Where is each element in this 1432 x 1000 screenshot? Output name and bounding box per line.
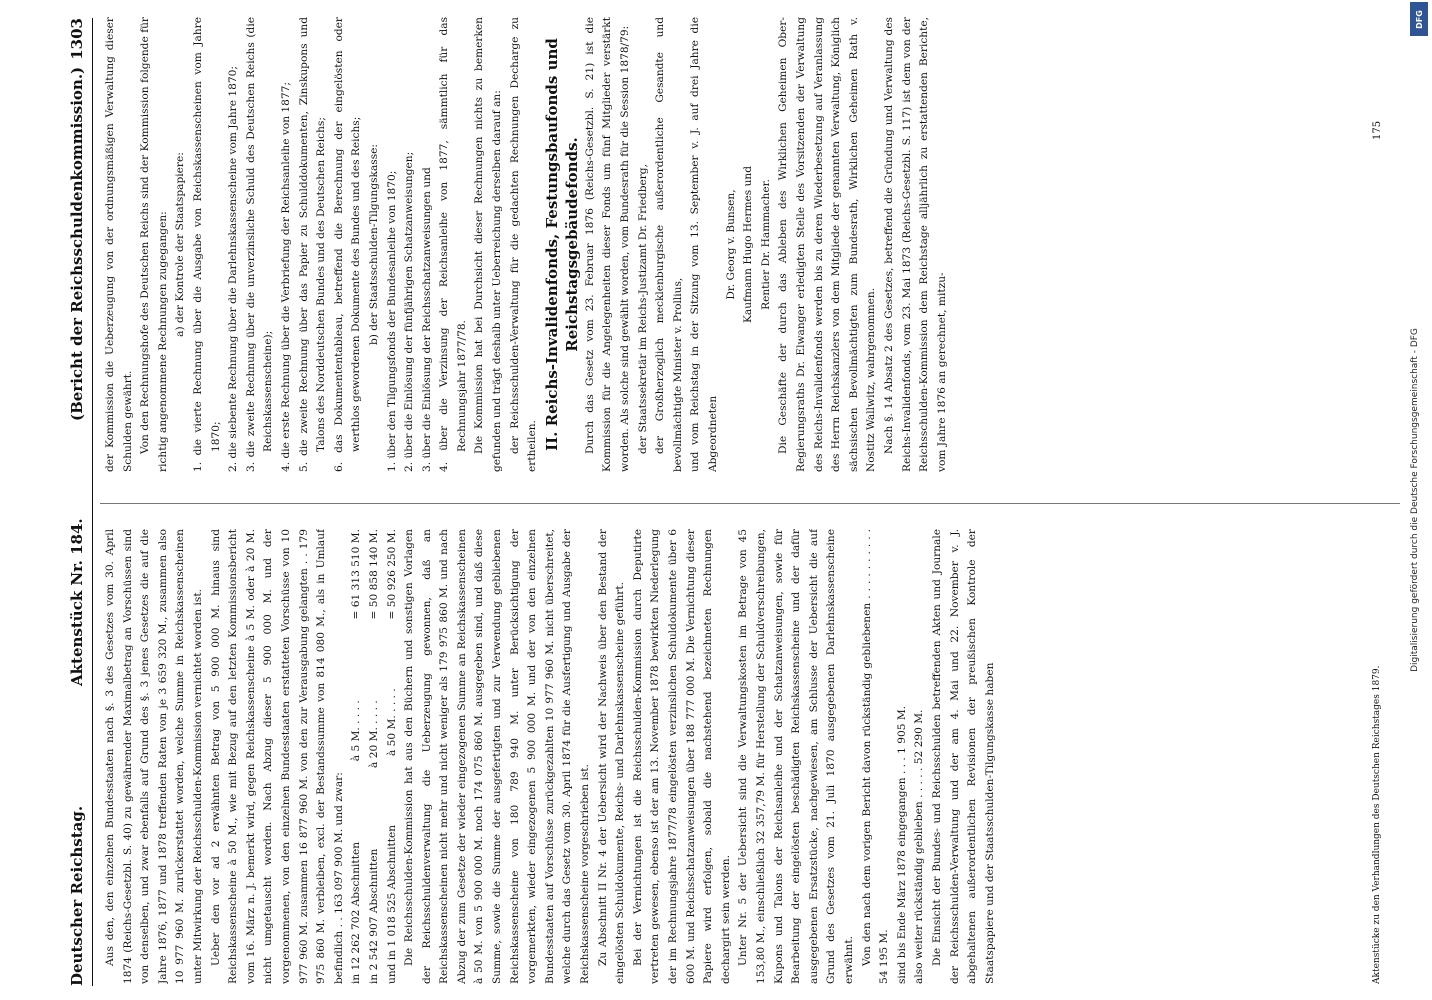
- subheading: b) der Staatsschulden-Tilgungskasse:: [367, 143, 380, 346]
- denomination-row: [348, 529, 366, 984]
- row-count: und in 1 018 525 Abschnitten: [385, 824, 398, 984]
- denomination-row: [366, 529, 384, 984]
- paragraph: Von den Rechnungshofe des Deutschen Reichs sind der Kommission folgende für richtig angenommene Rechnungen zugegangen:: [139, 17, 169, 472]
- member-name: Kaufmann Hugo Hermes und: [742, 165, 755, 324]
- row-count: in 2 542 907 Abschnitten: [367, 848, 380, 984]
- paragraph: der Großherzoglich mecklenburgische außerordentliche Gesandte und bevollmächtigte Minister v. Prollius,: [654, 17, 684, 472]
- paragraph: Die Kommission hat bei Durchsicht dieser Rechnungen nichts zu bemerken gefunden und trägt deshalb unter Ueberreichung derselben darauf an:: [473, 17, 504, 472]
- paragraph: Unter Nr. 5 der Uebersicht sind die Verwaltungskosten im Betrage von 45 153,80 M., einschließlich 32 357,79 M. für Herstellung der Schuldverschreibungen, Kupons und Talons der Reichsanleihe und der Schatzanweisungen, sowie für Bearbeitung der eingelösten beschädigten Reichskassenscheine und der dafür ausgegebenen Ersatzstücke, nachgewiesen, am Schlusse der Uebersicht die auf Grund des Gesetzes vom 21. Juli 1870 ausgegebenen Darlehnskassenscheine erwähnt.: [737, 529, 855, 984]
- column-divider: [100, 503, 1400, 504]
- row-count: in 12 262 702 Abschnitten: [350, 841, 363, 984]
- member-name: Rentier Dr. Hammacher.: [759, 179, 772, 310]
- paragraph: Durch das Gesetz vom 23. Februar 1876 (Reichs-Gesetzbl. S. 21) ist die Kommission für die Angelegenheiten dieser Fonds um fünf Mitglieder verstärkt worden. Als solche sind gewählt worden, vom Bundesrath für die Session 1878/79:: [583, 17, 632, 472]
- list-item: 2. über die Einlösung der fünfjährigen Schatzanweisungen;: [403, 151, 416, 472]
- paragraph: der Kommission die Ueberzeugung von der ordnungsmäßigen Verwaltung dieser Schulden gewährt.: [104, 17, 134, 472]
- dfg-logo: [1410, 2, 1428, 36]
- page-number: 1303: [68, 18, 86, 60]
- list-item: 3. über die Einlösung der Reichsschatzanweisungen und: [420, 167, 433, 472]
- list-item: 1. über den Tilgungsfonds der Bundesanleihe von 1870;: [385, 170, 398, 472]
- list-item: 5. die zweite Rechnung über das Papier zu Schulddokumenten, Zinskupons und Talons des Norddeutschen Bundes und des Deutschen Reichs;: [297, 17, 328, 472]
- paragraph: Zu Abschnitt II Nr. 4 der Uebersicht wird der Nachweis über den Bestand der eingelösten Schuldokumente, Reichs- und Darlehnskassenscheine geführt.: [596, 529, 627, 984]
- paragraph: Von den nach dem vorigen Bericht davon rückständig gebliebenen . . . . . . . . . . 54 195 M.: [860, 529, 891, 984]
- paragraph: Die Geschäfte der durch das Ableben des Wirklichen Geheimen Ober-Regierungsraths Dr. Elwanger erledigten Stelle des Vorsitzenden der Verwaltung des Reichs-Invalidenfonds werden bis zu deren Wiederbesetzung auf Veranlassung des Herrn Reichskanzlers von dem Mitgliede der genannten Verwaltung, Königlich sächsischen Bevollmächtigten zum Bundesrath, Wirklichen Geheimen Rath v. Nostitz Wallwitz, wahrgenommen.: [777, 17, 878, 472]
- paragraph: Bei der Vernichtungen ist die Reichsschulden-Kommission durch Deputirte vertreten gewesen, ebenso ist der am 13. November 1878 bewirkten Niederlegung der im Rechnungsjahre 1877/78 eingelösten verzinslichen Schuldokumente über 6 600 M. und Reichsschatzanweisungen über 188 777 000 M. Die Vernichtung dieser Papiere wird erfolgen, sobald die nachstehend bezeichneten Rechnungen dechargirt sein werden.: [631, 529, 732, 984]
- paragraph: also weiter rückständig geblieben . . . . . 52 290 M.: [913, 709, 926, 984]
- header-document-number: Aktenstück Nr. 184.: [68, 518, 86, 686]
- paragraph: der Reichsschulden-Verwaltung für die gedachten Rechnungen Decharge zu ertheilen.: [508, 17, 539, 472]
- member-name: Dr. Georg v. Bunsen,: [724, 189, 737, 300]
- row-total: = 61 313 510 M.: [350, 529, 363, 620]
- paragraph: Ueber den vor ad 2 erwähnten Betrag von 5 900 000 M. hinaus sind Reichskassenscheine à 50 M., wie mit Bezug auf den letzten Kommissionsbericht vom 16. März n. J. bemerkt wird, gegen Reichskassenscheine à 5 M. oder à 20 M. nicht umgetauscht worden. Nach Abzug dieser 5 900 000 M. und der vorgenommenen, von den einzelnen Bundesstaaten erstatteten Vorschüsse von 10 977 960 M. zusammen 16 877 960 M. von den zur Verausgabung gelangten . . 179 975 860 M. verbleiben, excl. der Bestandssumme von 814 080 M., als in Umlauf befindlich . . 163 097 900 M. und zwar:: [209, 529, 345, 984]
- list-item: 2. die siebente Rechnung über die Darlehnskassenscheine vom Jahre 1870;: [227, 66, 240, 472]
- row-denomination: à 50 M. . . . .: [385, 688, 398, 757]
- row-total: = 50 858 140 M.: [367, 529, 380, 620]
- row-total: = 50 926 250 M.: [385, 529, 398, 620]
- list-item: 4. über die Verzinsung der Reichsanleihe von 1877, sämmtlich für das Rechnungsjahr 1877/78.: [438, 17, 468, 472]
- page-footer: Aktenstücke zu den Verhandlungen des Deutschen Reichstages 1879.: [1372, 665, 1382, 984]
- paragraph: sind bis Ende März 1878 eingegangen . . . 1 905 M.: [895, 705, 908, 984]
- paragraph: der Staatssekretär im Reichs-Justizamt Dr. Friedberg,: [636, 164, 649, 454]
- header-report-name: (Bericht der Reichsschuldenkommission.): [68, 66, 86, 421]
- section-heading: II. Reichs-Invalidenfonds, Festungsbaufonds und Reichstagsgebäudefonds.: [542, 38, 581, 451]
- denomination-row: [384, 529, 402, 984]
- dfg-logo-text: DFG: [1414, 9, 1424, 29]
- left-column: [102, 529, 1362, 984]
- subheading: a) der Kontrole der Staatspapiere:: [174, 152, 187, 337]
- row-denomination: à 5 M. . . . .: [350, 700, 363, 762]
- paragraph: und vom Reichstag in der Sitzung vom 13. September v. J. auf drei Jahre die Abgeordneten: [689, 17, 719, 472]
- signature-number: 175: [1372, 120, 1383, 140]
- paragraph: Aus den, den einzelnen Bundesstaaten nach §. 3 des Gesetzes vom 30. April 1874 (Reichs-Gesetzbl. S. 40) zu gewährender Maximalbetrag an Vorschüssen sind von denselben, und zwar ebenfalls auf Grund des §. 3 jenes Gesetzes die auf die Jahre 1876, 1877 und 1878 treffenden Raten von je 3 659 320 M., zusammen also 10 977 960 M. zurückerstattet worden, welche Summe in Reichskassenscheinen unter Mitwirkung der Reichsschulden-Kommission vernichtet worden ist.: [104, 529, 204, 984]
- digitization-sidebar: [1395, 0, 1432, 1000]
- paragraph: Die Einsicht der Bundes- und Reichsschulden betreffenden Akten und Journale der Reichsschulden-Verwaltung und der am 4. Mai und 22. November v. J. abgehaltenen außerordentlichen Revisionen der preußischen Kontrole der Staatspapiere und der Staatsschulden-Tilgungskasse haben: [930, 529, 996, 984]
- right-column: [102, 17, 1362, 472]
- page-header: [62, 18, 93, 986]
- funding-note: Digitalisierung gefördert durch die Deutsche Forschungsgemeinschaft - DFG: [1410, 328, 1420, 672]
- list-item: 1. die vierte Rechnung über die Ausgabe von Reichskassenscheinen vom Jahre 1870;: [191, 17, 222, 472]
- header-title: Deutscher Reichstag.: [68, 805, 86, 986]
- list-item: 4. die erste Rechnung über die Verbriefung der Reichsanleihe von 1877;: [279, 82, 292, 472]
- paragraph: Nach §. 14 Absatz 2 des Gesetzes, betreffend die Gründung und Verwaltung des Reichs-Invalidenfonds, vom 23. Mai 1873 (Reichs-Gesetzbl. S. 117) ist dem von der Reichsschulden-Kommission dem Reichstage alljährlich zu erstattenden Berichte, vom Jahre 1876 an gerechnet, mitzu-: [882, 17, 948, 472]
- paragraph: Die Reichsschulden-Kommission hat aus den Büchern und sonstigen Vorlagen der Reichsschuldenverwaltung die Ueberzeugung gewonnen, daß an Reichskassenscheinen nicht mehr und nicht weniger als 179 975 860 M. und nach Abzug der zum Gesetze der wieder eingezogenen Summe an Reichskassenscheinen à 50 M. von 5 900 000 M. noch 174 075 860 M. ausgegeben sind, und daß diese Summe, sowie die Summe der ausgefertigten und zur Verwendung gebliebenen Reichskassenscheine von 180 789 940 M. unter Berücksichtigung der vorgemerkten, wieder eingezogenen 5 900 000 M. und der von den einzelnen Bundesstaaten auf Vorschüsse zurückgezahlten 10 977 960 M. nicht überschreitet, welche durch das Gesetz vom 30. April 1874 für die Ausfertigung und Ausgabe der Reichskassenscheine vorgeschrieben ist.: [403, 529, 592, 984]
- list-item: 3. die zweite Rechnung über die unverzinsliche Schuld des Deutschen Reichs (die Reichskassenscheine);: [244, 17, 275, 472]
- row-denomination: à 20 M. . . . .: [367, 700, 380, 768]
- list-item: 6. das Dokumententableau, betreffend die Berechnung der eingelösten oder werthlos gewordenen Dokumente des Bundes und des Reichs;: [332, 17, 363, 472]
